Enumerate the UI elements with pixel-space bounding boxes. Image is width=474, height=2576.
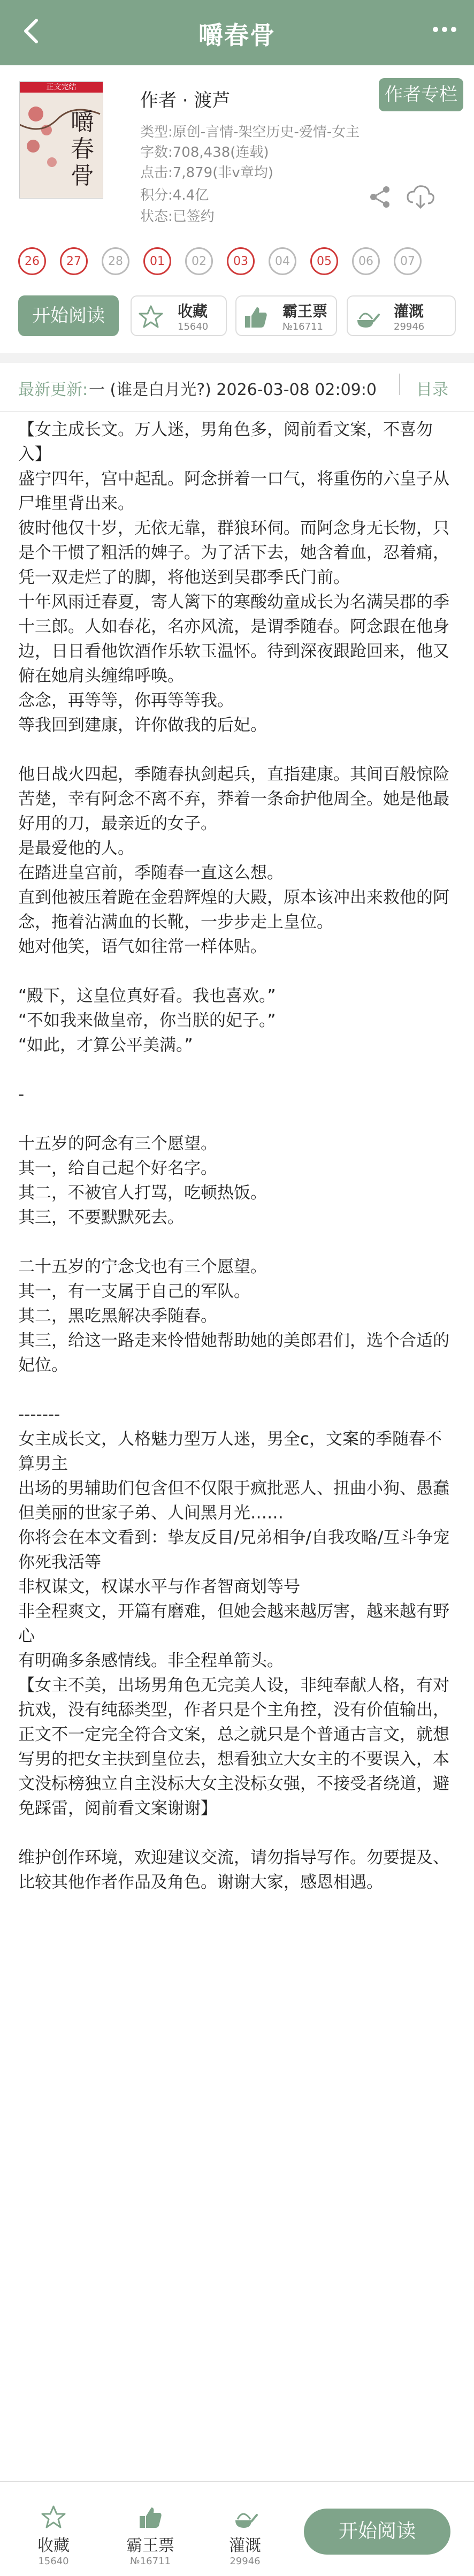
description-line: 非全程爽文，开篇有磨难，但她会越来越厉害，越来越有野心: [18, 1602, 449, 1646]
top-bar: [0, 0, 474, 65]
irrigate-label: 灌溉: [394, 302, 424, 320]
fan-badge[interactable]: 04: [269, 247, 296, 275]
description-line: 其三，不要默默死去。: [18, 1208, 184, 1227]
description-line: 【女主不美，出场男角色无完美人设，非纯奉献人格，有对抗戏，没有纯舔类型，作者只是个主角控，没有价值输出，正文不一定完全符合文案，总之就只是个普通古言文，就想写男的把女主扶到皇位去，想看独立大女主的不要误入，本文没标榜独立自主没标大女主没标女强，不接受者绕道，避免踩雷，阅前看文案谢谢】: [18, 1676, 449, 1818]
description-line: “如此，才算公平美满。”: [18, 1036, 193, 1055]
description-line: 等我回到建康，许你做我的后妃。: [18, 716, 267, 735]
watering-can-icon: [232, 2504, 258, 2530]
description-line: 彼时他仅十岁，无依无靠，群狼环伺。而阿念身无长物，只是个干惯了粗活的婢子。为了活下去，她含着血，忍着痛，凭一双走烂了的脚，将他送到吴郡季氏门前。: [18, 519, 449, 587]
svg-text:骨: 骨: [71, 162, 94, 189]
bottom-collect-label: 收藏: [37, 2536, 70, 2555]
bottom-bawang-label: 霸王票: [126, 2536, 174, 2555]
description-line: 她对他笑，语气如往常一样体贴。: [18, 937, 267, 956]
bottom-irrigate-button[interactable]: [218, 2504, 272, 2567]
description-line: 非权谋文，权谋水平与作者智商划等号: [18, 1577, 300, 1597]
action-row: [0, 295, 474, 338]
collect-label: 收藏: [178, 302, 208, 320]
bottom-bawang-button[interactable]: [121, 2504, 180, 2567]
book-status: 状态:已签约: [140, 209, 215, 225]
download-icon[interactable]: [406, 182, 435, 212]
cover-art: [20, 93, 103, 198]
description-line: 念念，再等等，你再等等我。: [18, 691, 234, 710]
irrigate-button[interactable]: [347, 295, 456, 336]
thumbs-up-icon: [137, 2504, 163, 2530]
description-line: 维护创作环境，欢迎建议交流，请勿指导写作。勿要提及、比较其他作者作品及角色。谢谢大家，感恩相遇。: [18, 1848, 449, 1892]
description-line: “殿下，这皇位真好看。我也喜欢。”: [18, 986, 276, 1006]
watering-can-icon: [354, 304, 380, 330]
toc-link[interactable]: 目录: [416, 381, 448, 399]
cover-badge: 正文完结: [20, 82, 103, 93]
description-line: -------: [18, 1405, 60, 1424]
book-info: [0, 65, 474, 250]
book-description: [18, 417, 457, 1895]
description-line: 直到他被压着跪在金碧辉煌的大殿，原本该冲出来救他的阿念，拖着沾满血的长靴，一步步走上皇位。: [18, 888, 449, 932]
bawang-ticket-button[interactable]: [235, 295, 337, 336]
description-line: “不如我来做皇帝，你当朕的妃子。”: [18, 1011, 276, 1030]
book-words: 字数:708,438(连载): [140, 145, 269, 161]
description-line: 十年风雨迁春夏，寄人篱下的寒酸幼童成长为名满吴郡的季十三郎。人如春花，名亦风流，是谓季随春。阿念跟在他身边，日日看他饮酒作乐软玉温怀。待到深夜跟跄回来，他又俯在她肩头缠绵呼唤。: [18, 592, 449, 686]
description-line: 其一，给自己起个好名字。: [18, 1159, 217, 1178]
description-blank-line: [18, 959, 457, 984]
description-line: 在踏进皇宫前，季随春一直这么想。: [18, 863, 284, 883]
section-divider: [0, 353, 474, 363]
svg-text:嚼: 嚼: [71, 109, 94, 136]
description-line: 其三，给这一路走来怜惜她帮助她的美郎君们，选个合适的妃位。: [18, 1331, 449, 1375]
author-name[interactable]: 作者 · 渡芦: [140, 90, 231, 111]
description-line: 他日战火四起，季随春执剑起兵，直指建康。其间百般惊险苦楚，幸有阿念不离不弃，莽着一条命护他周全。她是他最好用的刀，最亲近的女子。: [18, 765, 449, 833]
share-icon[interactable]: [368, 185, 392, 209]
bottom-collect-count: 15640: [38, 2556, 69, 2567]
fan-badge[interactable]: 01: [143, 247, 171, 275]
fan-badge[interactable]: 28: [102, 247, 129, 275]
description-line: 有明确多条感情线。非全程单箭头。: [18, 1651, 284, 1670]
latest-update-row[interactable]: [0, 363, 474, 412]
svg-text:春: 春: [71, 135, 94, 163]
more-dots-icon[interactable]: [431, 21, 458, 37]
fan-badge[interactable]: 03: [227, 247, 255, 275]
star-icon: [138, 304, 164, 330]
thumbs-up-icon: [243, 304, 269, 330]
page-title: 嚼春骨: [198, 21, 276, 50]
latest-update-label: 最新更新:: [18, 381, 88, 399]
latest-update-text[interactable]: 一 (谁是白月光?) 2026-03-08 02:09:0: [89, 381, 377, 399]
bawang-label: 霸王票: [282, 302, 328, 320]
description-line: 出场的男辅助们包含但不仅限于疯批恶人、扭曲小狗、愚蠢但美丽的世家子弟、人间黑月光……: [18, 1479, 449, 1523]
book-clicks: 点击:7,879(非v章均): [140, 165, 273, 181]
fan-badge[interactable]: 26: [18, 247, 46, 275]
fan-badge[interactable]: 07: [394, 247, 422, 275]
book-type: 类型:原创-言情-架空历史-爱情-女主: [140, 124, 360, 140]
fan-badge[interactable]: 27: [60, 247, 88, 275]
author-column-button[interactable]: 作者专栏: [379, 78, 463, 111]
description-line: 是最爱他的人。: [18, 839, 134, 858]
description-line: 其二，不被官人打骂，吃顿热饭。: [18, 1183, 267, 1203]
description-blank-line: [18, 738, 457, 762]
star-icon: [41, 2504, 66, 2530]
description-blank-line: [18, 1378, 457, 1402]
fan-badge[interactable]: 02: [185, 247, 213, 275]
bottom-irrigate-count: 29946: [230, 2556, 261, 2567]
bottom-start-reading-button[interactable]: 开始阅读: [304, 2509, 450, 2555]
description-line: 其二，黑吃黑解决季随春。: [18, 1306, 217, 1326]
description-blank-line: [18, 1058, 457, 1082]
description-line: 十五岁的阿念有三个愿望。: [18, 1134, 217, 1153]
bottom-collect-button[interactable]: [27, 2504, 80, 2567]
bottom-irrigate-label: 灌溉: [229, 2536, 261, 2555]
update-separator: [399, 374, 400, 395]
book-score: 积分:4.4亿: [140, 187, 209, 203]
collect-count: 15640: [178, 321, 209, 332]
bawang-count: №16711: [282, 321, 323, 332]
description-line: 女主成长文，人格魅力型万人迷，男全c，文案的季随春不算男主: [18, 1430, 442, 1473]
fan-badge[interactable]: 05: [310, 247, 338, 275]
fan-badges-row: [0, 247, 474, 276]
start-reading-button[interactable]: 开始阅读: [18, 295, 119, 336]
description-line: 二十五岁的宁念戈也有三个愿望。: [18, 1257, 267, 1276]
description-line: 盛宁四年，宫中起乱。阿念拼着一口气，将重伤的六皇子从尸堆里背出来。: [18, 469, 449, 513]
description-blank-line: [18, 1230, 457, 1255]
bottom-bawang-count: №16711: [130, 2556, 171, 2567]
collect-button[interactable]: [131, 295, 227, 336]
description-blank-line: [18, 1821, 457, 1845]
book-cover[interactable]: [19, 81, 103, 199]
description-blank-line: [18, 1107, 457, 1131]
irrigate-count: 29946: [394, 321, 425, 332]
description-line: 你将会在本文看到：挚友反目/兄弟相争/自我攻略/互斗争宠你死我活等: [18, 1528, 450, 1572]
description-line: -: [18, 1085, 25, 1104]
description-line: 【女主成长文。万人迷，男角色多，阅前看文案，不喜勿入】: [18, 420, 433, 464]
bottom-bar: [0, 2481, 474, 2576]
fan-badge[interactable]: 06: [352, 247, 380, 275]
description-line: 其一，有一支属于自己的军队。: [18, 1282, 250, 1301]
